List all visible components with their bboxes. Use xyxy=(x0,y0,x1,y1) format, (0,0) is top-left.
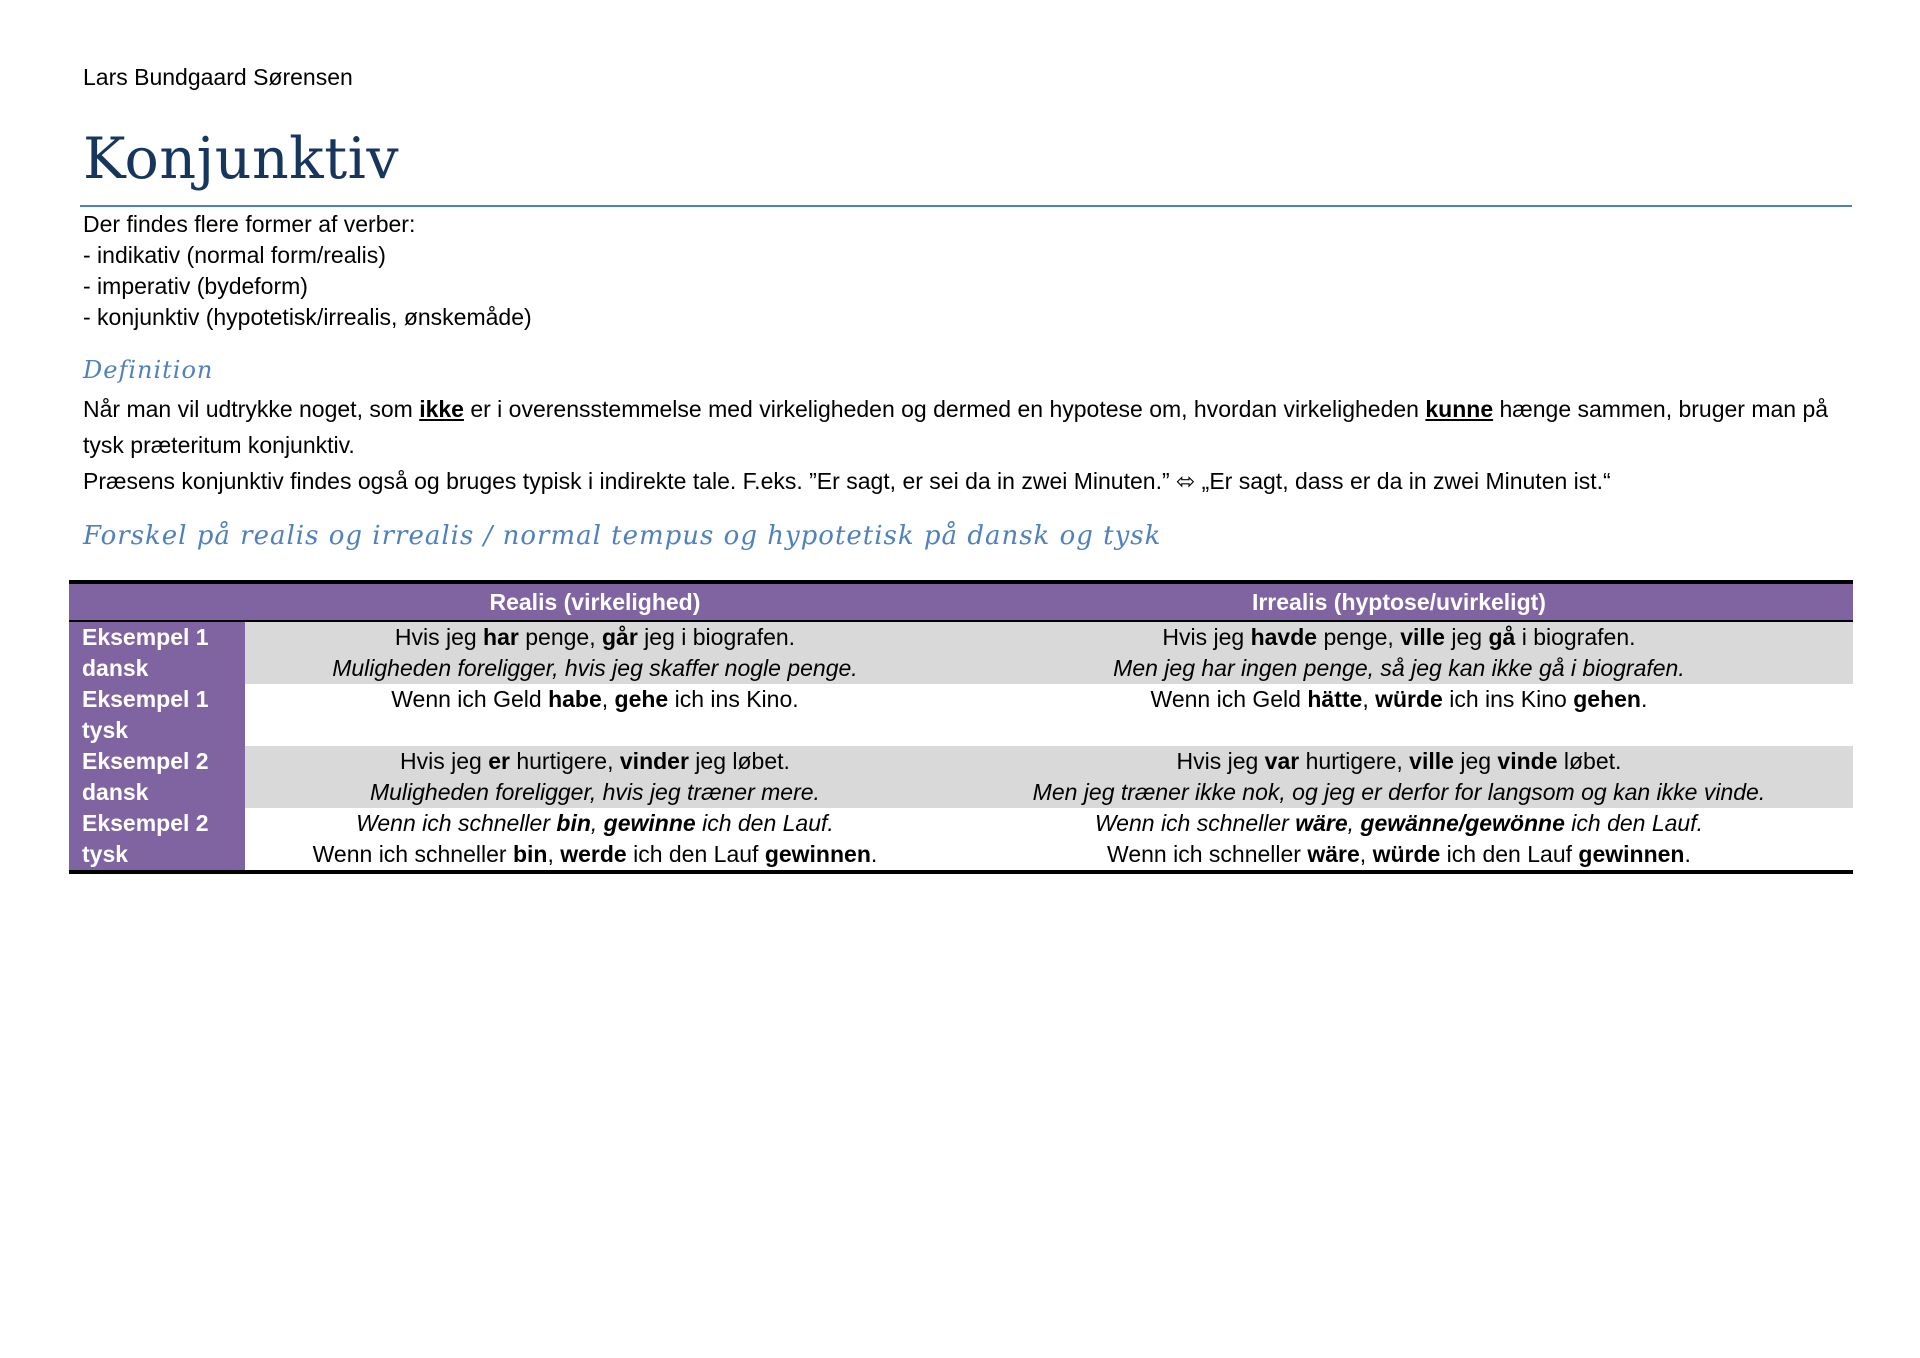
realis-cell xyxy=(245,808,945,872)
example-line xyxy=(945,715,1853,746)
example-text: ich den Lauf xyxy=(626,841,765,867)
row-label-line: Eksempel 2 xyxy=(82,748,209,774)
row-label xyxy=(69,621,245,684)
example-text: hurtigere, xyxy=(509,748,620,774)
verb-emphasis: gewinne xyxy=(603,810,696,836)
comparison-table xyxy=(69,580,1853,874)
example-text: jeg løbet. xyxy=(688,748,790,774)
verb-emphasis: går xyxy=(601,624,638,650)
row-label-line: Eksempel 1 xyxy=(82,686,209,712)
example-text: Wenn ich Geld xyxy=(1150,686,1308,712)
row-label xyxy=(69,746,245,808)
table-row xyxy=(69,746,1853,808)
realis-cell xyxy=(245,621,945,684)
verb-emphasis: würde xyxy=(1372,841,1441,867)
emphasis-ikke: ikke xyxy=(419,396,464,422)
verb-emphasis: gewänne/gewönne xyxy=(1360,810,1565,836)
table-body xyxy=(69,621,1853,872)
example-line xyxy=(945,746,1853,777)
verb-emphasis: werde xyxy=(560,841,627,867)
example-text: , xyxy=(1362,686,1376,712)
example-line xyxy=(945,684,1853,715)
example-line xyxy=(245,653,945,684)
example-text: penge, xyxy=(1317,624,1401,650)
definition-text: hænge sammen, bruger man på tysk præteritum konjunktiv. xyxy=(83,396,1829,458)
verb-emphasis: bin xyxy=(556,810,591,836)
example-text: Hvis jeg xyxy=(1176,748,1265,774)
example-text: Wenn ich schneller xyxy=(1094,810,1296,836)
emphasis-kunne: kunne xyxy=(1425,396,1494,422)
intro-form-item: - konjunktiv (hypotetisk/irrealis, ønskemåde) xyxy=(83,304,532,330)
irrealis-cell xyxy=(945,621,1853,684)
irrealis-cell xyxy=(945,746,1853,808)
example-text: ich den Lauf xyxy=(1440,841,1579,867)
intro-form-item: - imperativ (bydeform) xyxy=(83,273,308,299)
example-text: Wenn ich Geld xyxy=(391,686,549,712)
example-text: , xyxy=(1347,810,1361,836)
example-text: Hvis jeg xyxy=(1162,624,1251,650)
verb-emphasis: ville xyxy=(1400,624,1445,650)
row-label xyxy=(69,684,245,746)
example-text: , xyxy=(590,810,604,836)
example-line xyxy=(245,715,945,746)
verb-emphasis: har xyxy=(483,624,519,650)
example-line xyxy=(245,839,945,870)
example-text: jeg xyxy=(1444,624,1489,650)
example-line xyxy=(245,746,945,777)
row-label-line: dansk xyxy=(82,655,149,681)
example-text: Men jeg har ingen penge, så jeg kan ikke gå i biografen. xyxy=(1113,655,1685,681)
example-text: i biografen. xyxy=(1515,624,1636,650)
verb-emphasis: vinde xyxy=(1497,748,1558,774)
verb-emphasis: bin xyxy=(512,841,548,867)
example-line xyxy=(245,684,945,715)
example-line xyxy=(945,808,1853,839)
definition-text: Når man vil udtrykke noget, som xyxy=(83,396,420,422)
page-title: Konjunktiv xyxy=(83,126,400,192)
example-text: ich ins Kino. xyxy=(668,686,799,712)
verb-emphasis: gewinnen xyxy=(764,841,871,867)
verb-emphasis: ville xyxy=(1409,748,1454,774)
example-line xyxy=(945,622,1853,653)
example-text: Wenn ich schneller xyxy=(312,841,513,867)
realis-cell xyxy=(245,746,945,808)
example-text: ich ins Kino xyxy=(1442,686,1574,712)
intro-block xyxy=(83,209,532,333)
irrealis-cell xyxy=(945,684,1853,746)
example-line xyxy=(945,777,1853,808)
example-text: hurtigere, xyxy=(1299,748,1410,774)
verb-emphasis: hätte xyxy=(1307,686,1363,712)
example-line xyxy=(945,653,1853,684)
row-label-line: tysk xyxy=(82,841,129,867)
example-text: . xyxy=(1640,686,1648,712)
example-text: penge, xyxy=(518,624,602,650)
verb-emphasis: habe xyxy=(548,686,602,712)
table-row xyxy=(69,808,1853,872)
row-label-line: dansk xyxy=(82,779,149,805)
title-underline xyxy=(80,205,1852,207)
example-text: Hvis jeg xyxy=(399,748,489,774)
verb-emphasis: gehe xyxy=(614,686,669,712)
row-label-line: tysk xyxy=(82,717,129,743)
table-header-row xyxy=(69,582,1853,621)
irrealis-cell xyxy=(945,808,1853,872)
verb-emphasis: gå xyxy=(1488,624,1516,650)
example-line xyxy=(245,622,945,653)
example-text: Hvis jeg xyxy=(394,624,484,650)
table-row xyxy=(69,684,1853,746)
definition-text: er i overensstemmelse med virkeligheden og dermed en hypotese om, hvordan virkeligheden xyxy=(463,396,1426,422)
example-text: ich den Lauf. xyxy=(695,810,834,836)
example-line xyxy=(245,808,945,839)
example-text: jeg i biografen. xyxy=(637,624,796,650)
verb-emphasis: würde xyxy=(1375,686,1443,712)
verb-emphasis: vinder xyxy=(619,748,689,774)
example-line xyxy=(245,777,945,808)
example-text: løbet. xyxy=(1557,748,1622,774)
verb-emphasis: er xyxy=(488,748,510,774)
intro-form-item: - indikativ (normal form/realis) xyxy=(83,242,386,268)
verb-emphasis: var xyxy=(1264,748,1300,774)
example-text: , xyxy=(601,686,615,712)
example-text: Men jeg træner ikke nok, og jeg er derfor for langsom og kan ikke vinde. xyxy=(1032,779,1766,805)
example-text: Wenn ich schneller xyxy=(356,810,557,836)
difference-heading: Forskel på realis og irrealis / normal tempus og hypotetisk på dansk og tysk xyxy=(83,521,1162,551)
definition-paragraph-2: Præsens konjunktiv findes også og bruges typisk i indirekte tale. F.eks. ”Er sagt, er sei da in zwei Minuten.” ⬄ „Er sagt, dass er da in zwei Minuten ist.“ xyxy=(83,468,1611,494)
example-line xyxy=(945,839,1853,870)
intro-lead: Der findes flere former af verber: xyxy=(83,211,416,237)
verb-emphasis: gehen xyxy=(1573,686,1641,712)
example-text: . xyxy=(1684,841,1691,867)
example-text: Wenn ich schneller xyxy=(1107,841,1308,867)
row-label-line: Eksempel 2 xyxy=(82,810,209,836)
example-text: ich den Lauf. xyxy=(1564,810,1703,836)
example-text: Muligheden foreligger, hvis jeg træner mere. xyxy=(369,779,820,805)
definition-paragraph-1 xyxy=(83,391,1853,463)
example-text: , xyxy=(1359,841,1373,867)
definition-heading: Definition xyxy=(83,356,214,384)
definition-body xyxy=(83,391,1853,499)
example-text: Muligheden foreligger, hvis jeg skaffer nogle penge. xyxy=(332,655,858,681)
verb-emphasis: wäre xyxy=(1295,810,1348,836)
verb-emphasis: wäre xyxy=(1307,841,1360,867)
example-text: , xyxy=(547,841,561,867)
author-name: Lars Bundgaard Sørensen xyxy=(83,64,353,90)
row-label xyxy=(69,808,245,872)
row-label-line: Eksempel 1 xyxy=(82,624,209,650)
table-row xyxy=(69,621,1853,684)
verb-emphasis: gewinnen xyxy=(1578,841,1685,867)
verb-emphasis: havde xyxy=(1250,624,1318,650)
example-text: . xyxy=(870,841,878,867)
header-corner-cell xyxy=(69,582,245,621)
column-header-irrealis: Irrealis (hyptose/uvirkeligt) xyxy=(945,582,1853,621)
realis-cell xyxy=(245,684,945,746)
column-header-realis: Realis (virkelighed) xyxy=(245,582,945,621)
example-text: jeg xyxy=(1453,748,1498,774)
